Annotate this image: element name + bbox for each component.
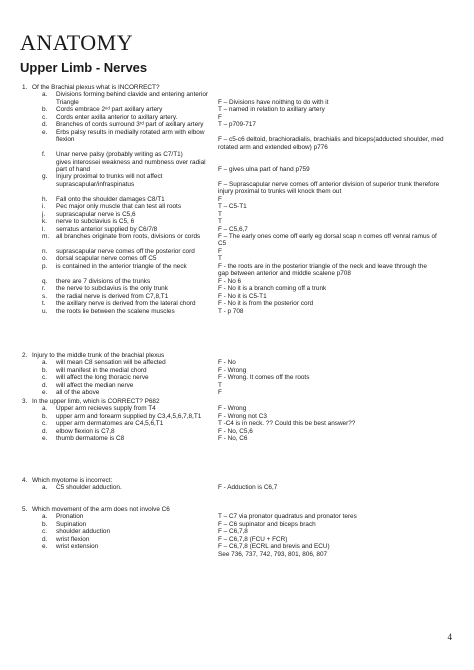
answer-text: F – c5-c6 deltoid, brachioradialis, brachialis and biceps(adducted shoulder, med bbox=[218, 136, 444, 144]
answer-text: F – The early ones come off early eg dorsal scap n comes off venral ramus of bbox=[218, 233, 437, 240]
option-label: a. bbox=[42, 359, 48, 367]
question-stem: Which myotome is incorrect: bbox=[32, 477, 113, 484]
option-text: nerve to subclavius is C5, 6 bbox=[56, 218, 135, 226]
option-text: part of hand bbox=[56, 165, 91, 173]
option-text: all of the above bbox=[56, 389, 100, 397]
answer-text: F – Suprascapular nerve comes off anterior division of superior trunk therefore bbox=[218, 180, 440, 188]
option-label: e. bbox=[42, 435, 48, 443]
option-text: the nerve to subclavius is the only trunk bbox=[56, 285, 168, 293]
option-label: r. bbox=[42, 285, 46, 293]
option-label: b. bbox=[42, 106, 48, 114]
answer-text: F – C6,7,8 bbox=[218, 528, 248, 536]
question-number: 2. bbox=[22, 352, 28, 359]
option-label: a. bbox=[42, 484, 48, 492]
option-text: Pec major only muscle that can test all roots bbox=[56, 203, 182, 211]
option-label: n. bbox=[42, 247, 48, 255]
question-stem: Of the Brachial plexus what is INCORRECT? bbox=[32, 84, 160, 91]
answer-text: F - No it is from the posterior cord bbox=[218, 300, 314, 308]
option-label: e. bbox=[42, 128, 48, 136]
option-text: dorsal scapular nerve comes off C5 bbox=[56, 255, 157, 263]
answer-text: rotated arm and extended elbow) p776 bbox=[218, 143, 328, 151]
answer-text: F - No it is C5-T1 bbox=[218, 292, 267, 300]
option-text: the roots lie between the scalene muscles bbox=[56, 307, 175, 315]
option-text: Upper arm recieves supply from T4 bbox=[56, 405, 156, 413]
answer-text: F - No it is a branch coming off a trunk bbox=[218, 285, 327, 293]
answer-text: F - No, C6 bbox=[218, 435, 248, 443]
option-label: d. bbox=[42, 535, 48, 543]
option-label: d. bbox=[42, 381, 48, 389]
option-text: thumb dermatome is C8 bbox=[56, 435, 125, 443]
option-text: Unar nerve palsy (probably writing as C7/T1) bbox=[56, 151, 183, 159]
option-text: shoulder adduction bbox=[56, 528, 111, 536]
answer-text: F – C5,6,7 bbox=[218, 225, 248, 233]
page-title: ANATOMY bbox=[20, 30, 134, 55]
option-text: Supination bbox=[56, 520, 87, 528]
option-text: wrist flexion bbox=[56, 535, 90, 543]
answer-text: T bbox=[218, 210, 222, 218]
answer-text: T - p 708 bbox=[218, 307, 244, 315]
option-label: a. bbox=[42, 91, 48, 99]
option-label: b. bbox=[42, 366, 48, 374]
option-text: suprascapular nerve is C5,6 bbox=[56, 210, 136, 218]
option-text: all branches originate from roots, divisions or cords bbox=[56, 233, 201, 240]
question-stem: Injury to the middle trunk of the brachial plexus bbox=[32, 352, 165, 359]
option-text: upper arm dermatomes are C4,5,6,T1 bbox=[56, 420, 164, 428]
option-label: h. bbox=[42, 195, 48, 203]
option-text: Cords enter axilla anterior to axillary artery. bbox=[56, 113, 178, 121]
option-text: Fall onto the shoulder damages C8/T1 bbox=[56, 195, 165, 203]
option-text: Branches of cords surround 3ʳᵈ part of axillary artery bbox=[56, 121, 204, 129]
answer-text: F – C6,7,8 (FCU + FCR) bbox=[218, 535, 288, 543]
option-label: e. bbox=[42, 389, 48, 397]
option-label: t. bbox=[42, 300, 46, 308]
option-text: Injury proximal to trunks will not affect bbox=[56, 173, 163, 181]
option-text: there are 7 divisions of the trunks bbox=[56, 277, 151, 285]
answer-text: F - No bbox=[218, 359, 236, 367]
answer-text: F - Wrong. It comes off the roots bbox=[218, 374, 310, 382]
option-text: will manifest in the medial chord bbox=[56, 366, 147, 374]
option-label: c. bbox=[42, 528, 47, 536]
answer-text: See 736, 737, 742, 793, 801, 806, 807 bbox=[218, 550, 328, 558]
option-label: u. bbox=[42, 307, 48, 315]
option-label: f. bbox=[42, 151, 46, 159]
answer-text: F - No 6 bbox=[218, 277, 242, 285]
answer-text: T – p709-717 bbox=[218, 121, 256, 129]
answer-text: F - the roots are in the posterior triangle of the neck and leave through the bbox=[218, 262, 427, 270]
answer-text: F – gives ulna part of hand p759 bbox=[218, 165, 310, 173]
question-number: 1. bbox=[22, 84, 28, 91]
option-text: suprascapular nerve comes off the posterior cord bbox=[56, 247, 195, 255]
answer-text: T bbox=[218, 218, 222, 226]
option-label: k. bbox=[42, 218, 47, 226]
question-number: 4. bbox=[22, 477, 28, 484]
option-text: elbow flexion is C7,8 bbox=[56, 427, 115, 435]
option-text: the radial nerve is derived from C7,8,T1 bbox=[56, 292, 169, 300]
option-label: a. bbox=[42, 513, 48, 521]
option-text: Divisions forming behind clavide and entering anterior bbox=[56, 91, 209, 99]
answer-text: injury proximal to trunks will knock them out bbox=[218, 188, 342, 196]
option-label: e. bbox=[42, 543, 48, 551]
option-text: suprascapular/infraspinatus bbox=[56, 180, 135, 188]
answer-text: F bbox=[218, 389, 222, 397]
question-stem: Which movement of the arm does not involve C6 bbox=[32, 506, 170, 513]
option-text: will affect the median nerve bbox=[56, 381, 134, 389]
answer-text: T -C4 is in neck. ?? Could this be best answer?? bbox=[218, 420, 356, 428]
option-label: c. bbox=[42, 420, 47, 428]
option-label: q. bbox=[42, 277, 48, 285]
option-label: g. bbox=[42, 173, 48, 181]
answer-text: T – C5-T1 bbox=[218, 203, 247, 211]
option-label: d. bbox=[42, 121, 48, 129]
option-label: d. bbox=[42, 427, 48, 435]
option-label: c. bbox=[42, 113, 47, 121]
answer-text: T bbox=[218, 255, 222, 263]
option-text: serratus anterior supplied by C6/7/8 bbox=[56, 225, 158, 233]
option-text: Triangle bbox=[56, 98, 79, 106]
option-label: j. bbox=[42, 210, 46, 218]
option-text: the axillary nerve is derived from the lateral chord bbox=[56, 300, 196, 308]
answer-text: F – Divisions have noithing to do with it bbox=[218, 98, 329, 106]
option-label: a. bbox=[42, 405, 48, 413]
answer-text: F - Wrong bbox=[218, 405, 247, 413]
answer-text: C5 bbox=[218, 240, 227, 248]
option-text: Cords embrace 2ⁿᵈ part axillary artery bbox=[56, 106, 163, 114]
option-label: b. bbox=[42, 520, 48, 528]
answer-text: T – named in relation to axillary artery bbox=[218, 106, 325, 114]
option-label: i. bbox=[42, 203, 46, 211]
option-label: s. bbox=[42, 292, 47, 300]
answer-text: T – C7 via pronator quadratus and pronator teres bbox=[218, 513, 357, 521]
option-text: will affect the long thoracic nerve bbox=[56, 374, 149, 382]
answer-text: F bbox=[218, 247, 222, 255]
option-text: wrist extension bbox=[56, 543, 99, 551]
option-text: will mean C8 sensation will be affected bbox=[56, 359, 166, 367]
option-label: o. bbox=[42, 255, 48, 263]
option-text: upper arm and forearm supplied by C3,4,5,6,7,8,T1 bbox=[56, 412, 202, 420]
answer-text: F - Adduction is C6,7 bbox=[218, 484, 278, 492]
answer-text: F - No, C5,6 bbox=[218, 427, 253, 435]
option-label: m. bbox=[42, 233, 50, 240]
question-number: 3. bbox=[22, 398, 28, 405]
question-number: 5. bbox=[22, 506, 28, 513]
option-text: Erbs palsy results in medially rotated arm with elbow bbox=[56, 128, 205, 136]
answer-text: F – C6 supinator and biceps brach bbox=[218, 520, 316, 528]
option-label: l. bbox=[42, 225, 46, 233]
option-label: c. bbox=[42, 374, 47, 382]
option-text: Pronation bbox=[56, 513, 84, 521]
page-number: 4 bbox=[447, 632, 452, 642]
option-text: flexion bbox=[56, 136, 75, 144]
answer-text: F – C6,7,8 (ECRL and brevis and ECU) bbox=[218, 543, 330, 551]
option-label: b. bbox=[42, 412, 48, 420]
option-label: p. bbox=[42, 262, 48, 270]
answer-text: F - Wrong not C3 bbox=[218, 412, 267, 420]
answer-text: F - Wrong bbox=[218, 366, 247, 374]
option-text: is contained in the anterior triangle of the neck bbox=[56, 262, 187, 270]
question-stem: In the upper limb, which is CORRECT? P682 bbox=[32, 398, 160, 405]
answer-text: F bbox=[218, 113, 222, 121]
answer-text: F bbox=[218, 195, 222, 203]
option-text: C5 shoulder adduction. bbox=[56, 484, 122, 492]
section-subtitle: Upper Limb - Nerves bbox=[20, 60, 148, 75]
option-text: gives interossei weakness and numbness over radial bbox=[56, 158, 206, 166]
answer-text: T bbox=[218, 381, 222, 389]
answer-text: gap between anterior and middle scalene p708 bbox=[218, 270, 351, 278]
